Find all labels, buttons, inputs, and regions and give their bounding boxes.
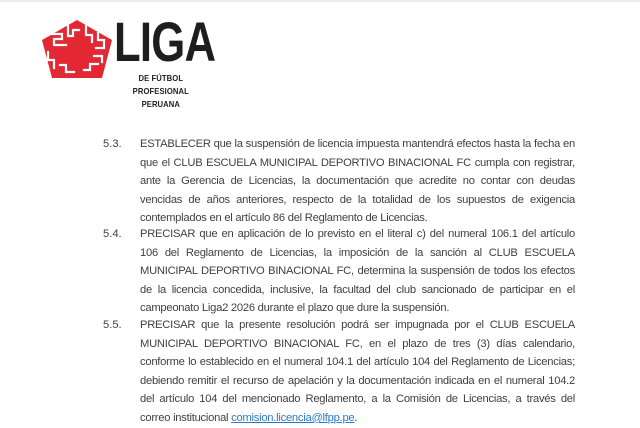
clause-number: 5.5. [103,319,122,331]
clause-number: 5.4. [103,228,122,240]
clause-5-4 [103,225,575,318]
lfp-logo-icon [40,18,114,80]
clause-text: ESTABLECER que la suspensión de licencia impuesta mantendrá efectos hasta la fecha en que el CLUB ESCUELA MUNICIPAL DEPORTIVO BINACIONAL FC cumpla con registrar, ante la Gerencia de Licencias, la documentación que acredite no contar con deudas vencidas de años anteriores, respecto de la totalidad de los supuestos de exigencia contemplados en el artículo 86 del Reglamento de Licencias. [140,138,575,225]
brand-subtitle-line1: DE FÚTBOL PROFESIONAL [132,73,189,96]
brand-title: LIGA [114,10,216,73]
clause-number: 5.3. [103,138,122,150]
clause-text-trailing: . [354,411,358,424]
email-link[interactable]: comision.licencia@lfpp.pe [231,411,355,424]
clause-text [140,316,575,428]
clause-5-3 [103,135,575,228]
clause-text-body: PRECISAR que la presente resolución podrá ser impugnada por el CLUB ESCUELA MUNICIPAL DEPORTIVO BINACIONAL FC, en el plazo de tres (3) días calendario, conforme lo establecido en el numeral 104.1 del artículo 104 del Reglamento de Licencias; debiendo remitir el recurso de apelación y la documentación indicada en el numeral 104.2 del artículo 104 del mencionado Reglamento, a la Comisión de Licencias, a través del correo institucional [140,319,575,424]
clause-5-5 [103,316,575,428]
top-divider [0,0,640,2]
brand-subtitle-line2: PERUANA [141,99,181,109]
brand-subtitle [114,72,208,111]
clause-text: PRECISAR que en aplicación de lo previsto en el literal c) del numeral 106.1 del artículo 106 del Reglamento de Licencias, la imposición de la sanción al CLUB ESCUELA MUNICIPAL DEPORTIVO BINACIONAL FC, determina la suspensión de todos los efectos de la licencia concedida, inclusive, la facultad del club sancionado de participar en el campeonato Liga2 2026 durante el plazo que dure la suspensión. [140,228,575,315]
